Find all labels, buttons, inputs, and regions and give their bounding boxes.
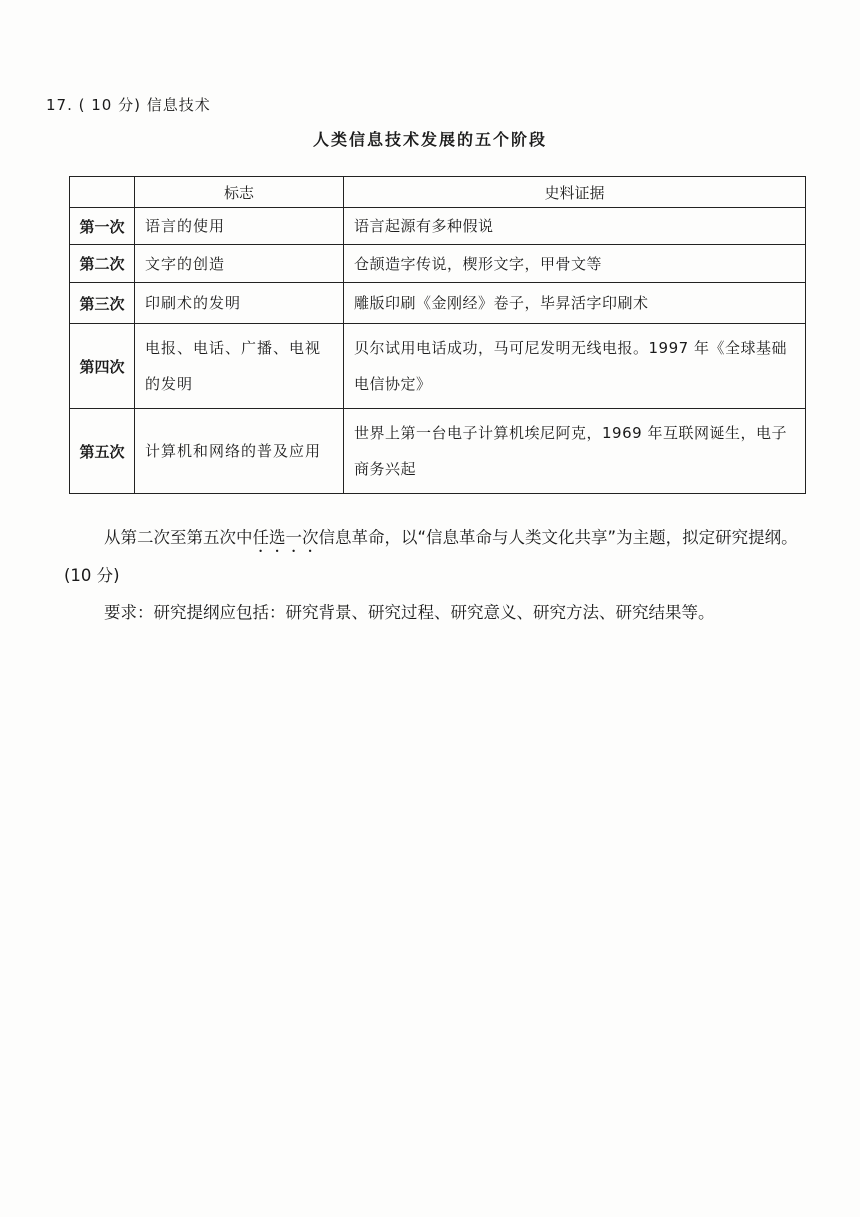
table-row <box>70 208 806 245</box>
task-emphasis: 任选一次 <box>252 528 319 547</box>
header-stage <box>70 177 135 208</box>
evidence-cell: 仓颉造字传说，楔形文字，甲骨文等 <box>344 245 806 283</box>
evidence-cell: 贝尔试用电话成功，马可尼发明无线电报。1997 年《全球基础电信协定》 <box>344 324 806 409</box>
table-row <box>70 409 806 494</box>
question-header: 17. ( 10 分) 信息技术 <box>46 96 211 114</box>
stage-cell: 第四次 <box>70 324 135 409</box>
evidence-cell: 雕版印刷《金刚经》卷子，毕昇活字印刷术 <box>344 283 806 324</box>
evidence-cell: 世界上第一台电子计算机埃尼阿克，1969 年互联网诞生，电子商务兴起 <box>344 409 806 494</box>
header-evidence: 史料证据 <box>344 177 806 208</box>
task-instruction <box>64 519 808 595</box>
stage-cell: 第一次 <box>70 208 135 245</box>
stages-table <box>69 176 806 494</box>
table-row <box>70 245 806 283</box>
table-row <box>70 324 806 409</box>
mark-cell: 计算机和网络的普及应用 <box>135 409 344 494</box>
table-row <box>70 283 806 324</box>
stage-cell: 第五次 <box>70 409 135 494</box>
mark-cell: 文字的创造 <box>135 245 344 283</box>
evidence-cell: 语言起源有多种假说 <box>344 208 806 245</box>
table-header-row <box>70 177 806 208</box>
task-text-part1: 从第二次至第五次中 <box>104 528 253 547</box>
mark-cell: 语言的使用 <box>135 208 344 245</box>
mark-cell: 印刷术的发明 <box>135 283 344 324</box>
task-text-part2: 信息革命，以“信息革命与人类文化共享”为主题，拟定研究提纲。(10 分) <box>64 528 798 585</box>
stage-cell: 第三次 <box>70 283 135 324</box>
mark-cell: 电报、电话、广播、电视的发明 <box>135 324 344 409</box>
table-title: 人类信息技术发展的五个阶段 <box>312 130 547 149</box>
stage-cell: 第二次 <box>70 245 135 283</box>
requirement-text: 要求：研究提纲应包括：研究背景、研究过程、研究意义、研究方法、研究结果等。 <box>104 603 715 622</box>
header-mark: 标志 <box>135 177 344 208</box>
